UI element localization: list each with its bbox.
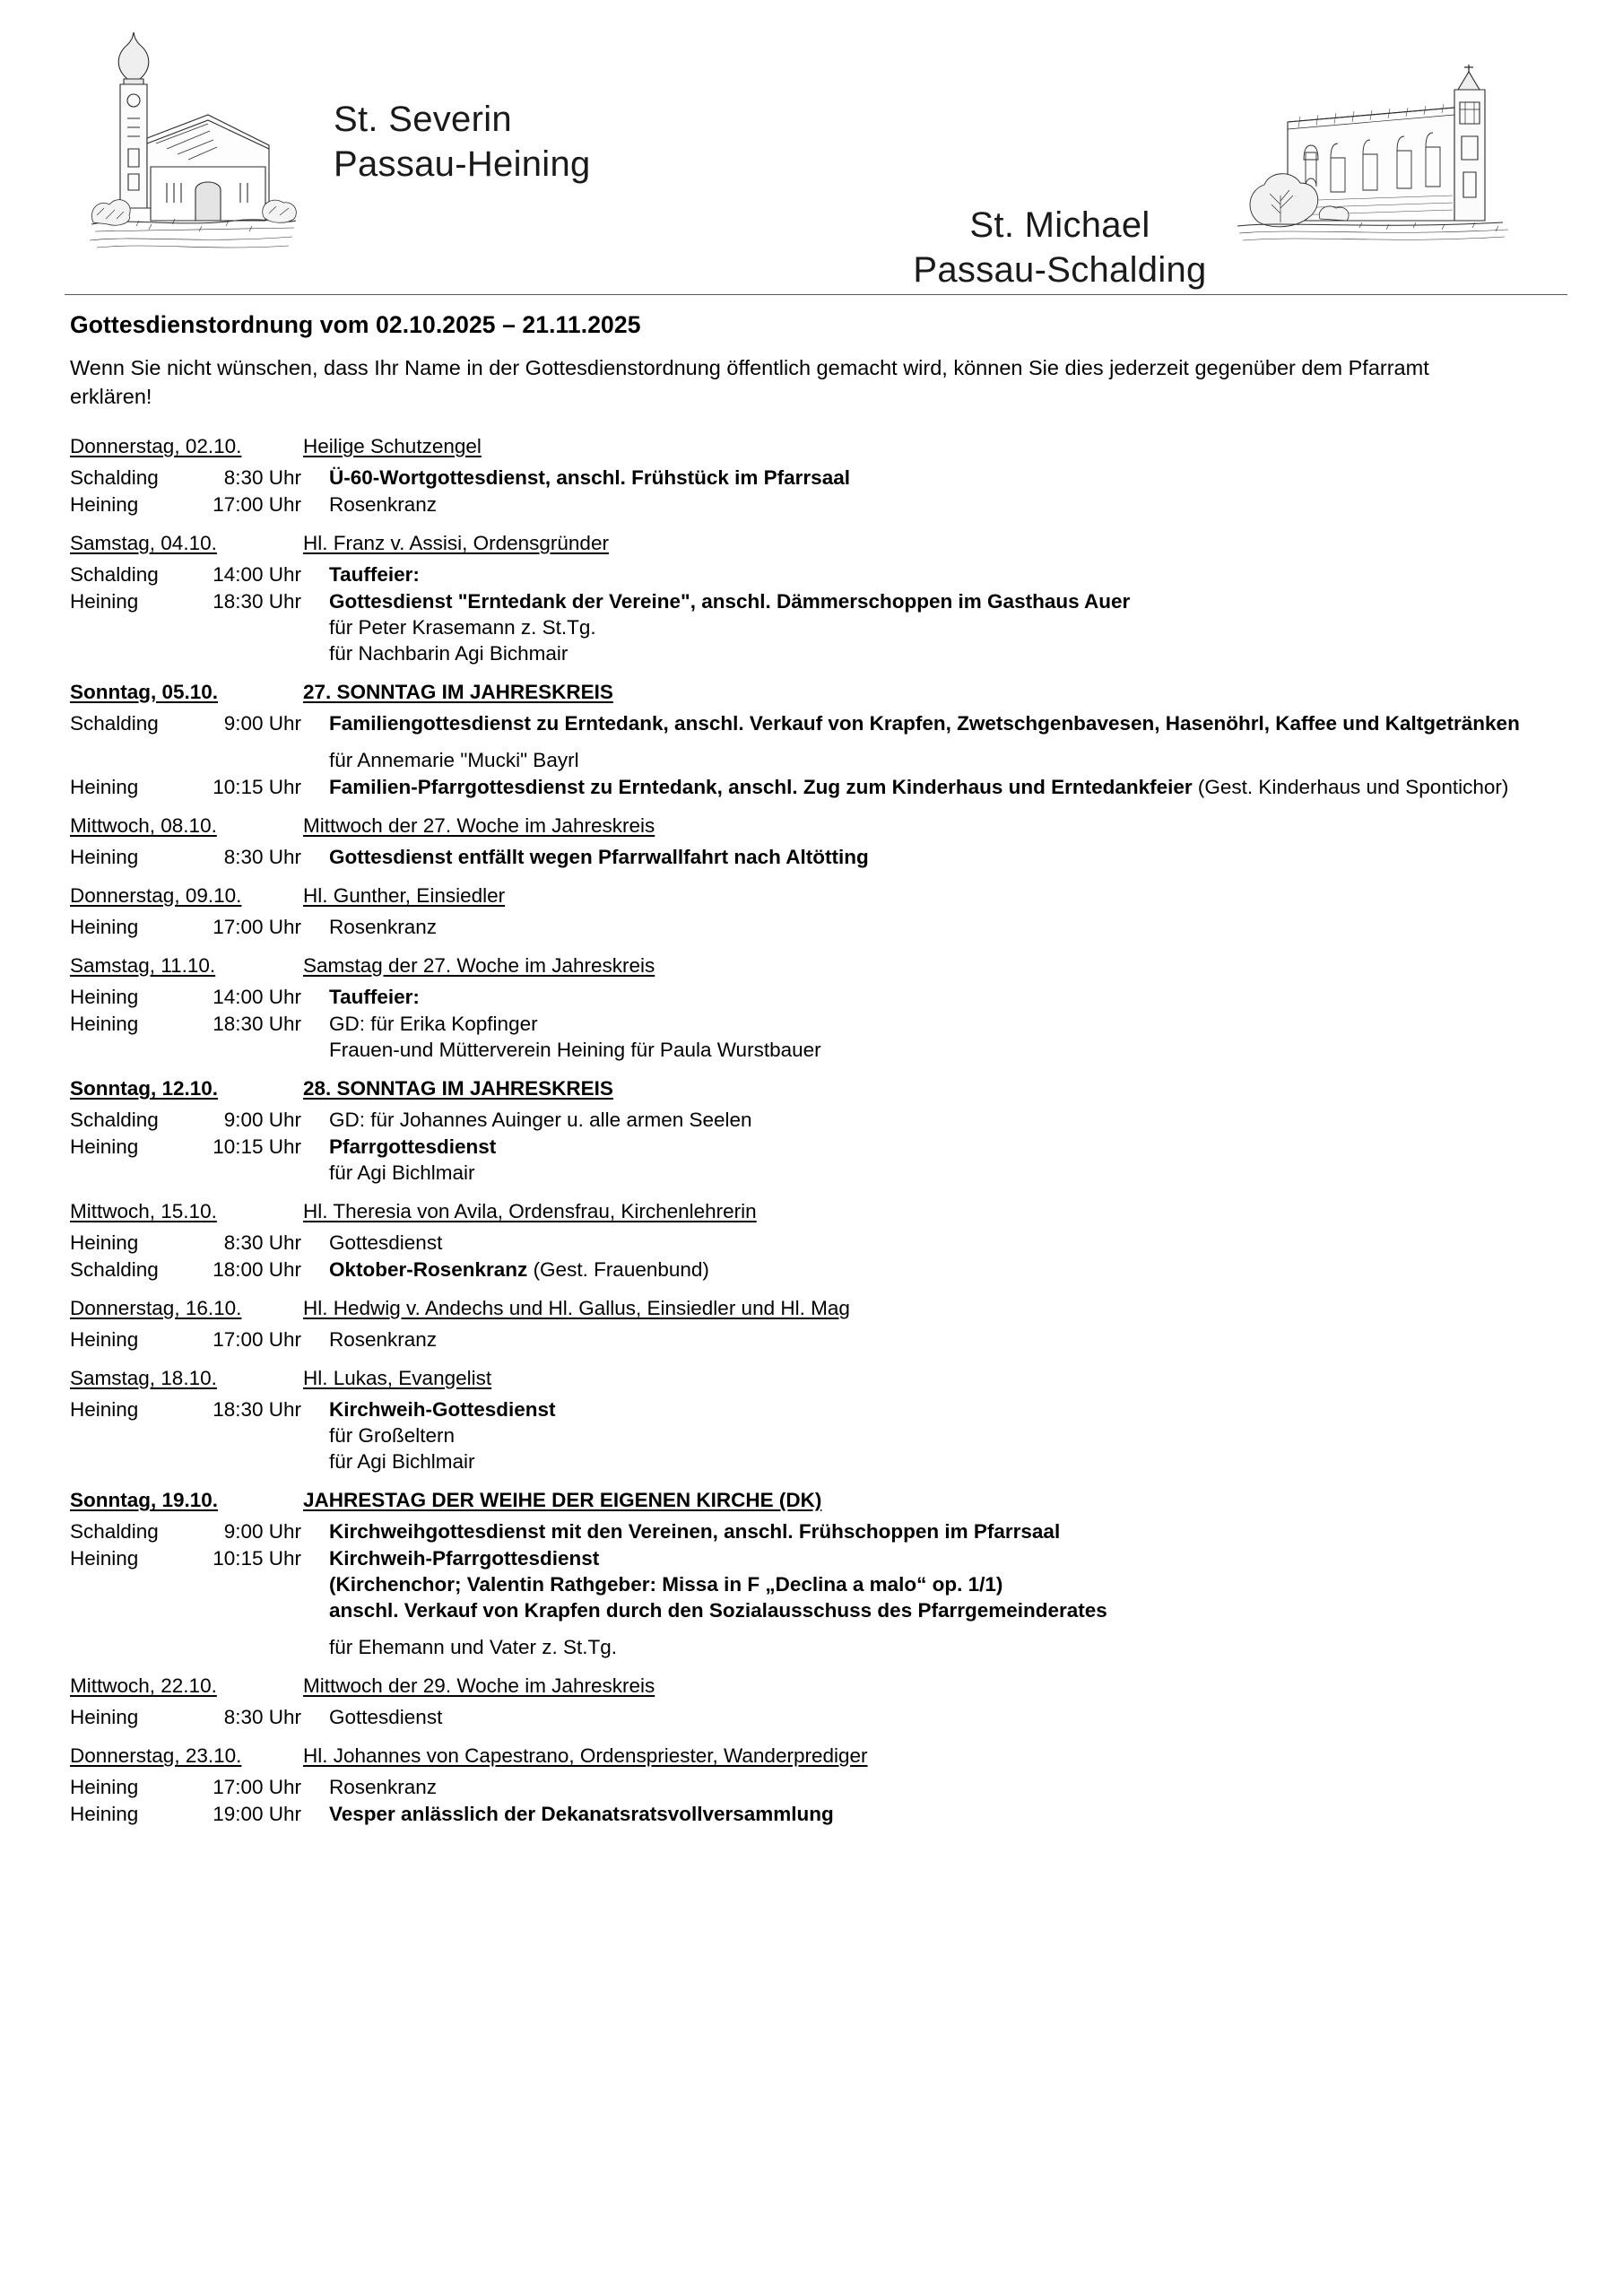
service-time: 9:00 Uhr — [223, 1109, 301, 1132]
document-header — [65, 23, 1567, 292]
service-time: 18:00 Uhr — [213, 1258, 301, 1282]
page-title: Gottesdienstordnung vom 02.10.2025 – 21.11.2025 — [70, 311, 641, 338]
service-description-line: Rosenkranz — [329, 1328, 438, 1352]
day-feast: 28. SONNTAG IM JAHRESKREIS — [303, 1077, 613, 1100]
right-parish-line-2: Passau-Schalding — [913, 250, 1207, 290]
service-location: Heining — [70, 1013, 139, 1036]
service-description — [301, 1545, 1567, 1660]
day-block — [70, 954, 1567, 1063]
day-date: Donnerstag, 02.10. — [70, 434, 242, 457]
service-row — [70, 491, 1567, 517]
header-divider — [65, 294, 1567, 295]
service-description-line: Rosenkranz — [329, 492, 438, 516]
service-description-line: Rosenkranz — [329, 1776, 438, 1799]
service-description-line: für Agi Bichlmair — [329, 1450, 475, 1474]
service-description — [301, 984, 1567, 1010]
service-description-line: GD: für Johannes Auinger u. alle armen Seelen — [329, 1109, 752, 1132]
day-date: Mittwoch, 22.10. — [70, 1674, 217, 1698]
service-description-line: Tauffeier: — [329, 986, 420, 1009]
church-tower-icon — [74, 32, 307, 283]
day-feast: Heilige Schutzengel — [303, 434, 482, 457]
service-location: Schalding — [70, 562, 159, 586]
service-row — [70, 465, 1567, 491]
service-row — [70, 1230, 1567, 1256]
service-description — [301, 491, 1567, 517]
service-description-line: für Annemarie "Mucki" Bayrl — [329, 748, 579, 771]
service-description — [301, 1326, 1567, 1352]
service-schedule — [70, 435, 1567, 1827]
day-block — [70, 1077, 1567, 1186]
service-description — [301, 1107, 1567, 1133]
service-time: 8:30 Uhr — [223, 1706, 301, 1729]
service-description-line: Ü-60-Wortgottesdienst, anschl. Frühstück im Pfarrsaal — [329, 465, 850, 489]
service-row — [70, 1774, 1567, 1800]
day-header — [70, 884, 1567, 908]
service-row — [70, 561, 1567, 587]
service-description — [301, 1396, 1567, 1474]
day-header — [70, 1200, 1567, 1223]
service-description — [301, 588, 1567, 666]
service-row — [70, 1545, 1567, 1660]
service-row — [70, 1011, 1567, 1063]
service-time: 19:00 Uhr — [213, 1803, 301, 1826]
service-location: Heining — [70, 1398, 139, 1422]
service-row — [70, 1107, 1567, 1133]
service-description-line: für Peter Krasemann z. St.Tg. — [329, 615, 596, 639]
service-description-line: (Kirchenchor; Valentin Rathgeber: Missa in F „Declina a malo“ op. 1/1) — [329, 1573, 1003, 1596]
service-description-line: für Großeltern — [329, 1424, 456, 1448]
service-description-line: Gottesdienst entfällt wegen Pfarrwallfahrt nach Altötting — [329, 845, 869, 868]
service-location: Schalding — [70, 465, 159, 489]
day-block — [70, 1367, 1567, 1474]
day-block — [70, 1200, 1567, 1283]
service-description-line: Familien-Pfarrgottesdienst zu Erntedank, anschl. Zug zum Kinderhaus und Erntedankfeier (Gest. Kinderhaus und Spontichor) — [329, 775, 1509, 798]
day-block — [70, 1744, 1567, 1827]
day-date: Samstag, 18.10. — [70, 1367, 217, 1390]
day-block — [70, 884, 1567, 940]
day-header — [70, 1674, 1567, 1698]
day-date: Samstag, 11.10. — [70, 954, 216, 978]
service-row — [70, 588, 1567, 666]
day-feast: Hl. Johannes von Capestrano, Ordenspriester, Wanderprediger — [303, 1744, 868, 1768]
service-row — [70, 774, 1567, 800]
left-parish-line-2: Passau-Heining — [334, 144, 591, 184]
day-header — [70, 1367, 1567, 1390]
service-description-line: Gottesdienst "Erntedank der Vereine", anschl. Dämmerschoppen im Gasthaus Auer — [329, 589, 1131, 613]
service-time: 10:15 Uhr — [213, 775, 301, 798]
service-time: 17:00 Uhr — [213, 492, 301, 516]
service-description-line: Kirchweihgottesdienst mit den Vereinen, anschl. Frühschoppen im Pfarrsaal — [329, 1520, 1061, 1544]
left-parish-title — [334, 97, 591, 187]
service-location: Heining — [70, 916, 139, 938]
service-description-line: Kirchweih-Pfarrgottesdienst — [329, 1547, 600, 1570]
day-date: Samstag, 04.10. — [70, 531, 217, 554]
service-location: Heining — [70, 1547, 139, 1570]
service-location: Schalding — [70, 711, 159, 735]
day-feast: JAHRESTAG DER WEIHE DER EIGENEN KIRCHE (DK) — [303, 1489, 822, 1512]
left-parish-line-1: St. Severin — [334, 100, 512, 139]
service-row — [70, 1704, 1567, 1730]
service-description — [301, 710, 1567, 773]
service-location: Heining — [70, 845, 139, 868]
service-location: Heining — [70, 492, 139, 516]
service-location: Heining — [70, 1706, 139, 1729]
service-description-line: GD: für Erika Kopfinger — [329, 1013, 538, 1036]
service-row — [70, 914, 1567, 940]
day-block — [70, 814, 1567, 870]
service-time: 8:30 Uhr — [223, 1231, 301, 1255]
service-location: Heining — [70, 986, 139, 1009]
day-header — [70, 1077, 1567, 1100]
day-header — [70, 814, 1567, 838]
service-row — [70, 984, 1567, 1010]
service-time: 17:00 Uhr — [213, 1328, 301, 1352]
service-description — [301, 844, 1567, 870]
service-time: 9:00 Uhr — [223, 711, 301, 735]
service-description-line: Frauen-und Mütterverein Heining für Paula Wurstbauer — [329, 1039, 821, 1062]
day-block — [70, 1489, 1567, 1660]
service-description — [301, 914, 1567, 940]
service-description-line: Rosenkranz — [329, 916, 438, 938]
day-date: Sonntag, 19.10. — [70, 1489, 219, 1512]
service-description-line: Gottesdienst — [329, 1231, 443, 1255]
service-description — [301, 1518, 1567, 1544]
service-time: 18:30 Uhr — [213, 1398, 301, 1422]
day-date: Sonntag, 05.10. — [70, 680, 219, 703]
service-time: 14:00 Uhr — [213, 986, 301, 1009]
day-header — [70, 954, 1567, 978]
day-date: Donnerstag, 23.10. — [70, 1744, 242, 1768]
service-description-line: für Ehemann und Vater z. St.Tg. — [329, 1636, 617, 1659]
service-time: 17:00 Uhr — [213, 916, 301, 938]
day-header — [70, 1297, 1567, 1320]
service-description — [301, 1134, 1567, 1186]
day-block — [70, 435, 1567, 517]
service-row — [70, 844, 1567, 870]
day-feast: 27. SONNTAG IM JAHRESKREIS — [303, 680, 613, 703]
service-description-line: Oktober-Rosenkranz (Gest. Frauenbund) — [329, 1258, 709, 1282]
privacy-notice: Wenn Sie nicht wünschen, dass Ihr Name in der Gottesdienstordnung öffentlich gemacht wird, können Sie dies jederzeit gegenüber dem Pfarramt erklären! — [70, 356, 1429, 409]
day-header — [70, 532, 1567, 555]
day-header — [70, 681, 1567, 704]
service-description-line: anschl. Verkauf von Krapfen durch den Sozialausschuss des Pfarrgemeinderates — [329, 1599, 1107, 1622]
service-location: Heining — [70, 589, 139, 613]
day-feast: Hl. Hedwig v. Andechs und Hl. Gallus, Einsiedler und Hl. Mag — [303, 1297, 850, 1320]
church-building-icon — [1234, 59, 1521, 257]
service-location: Heining — [70, 775, 139, 798]
service-description — [301, 1230, 1567, 1256]
service-description — [301, 1801, 1567, 1827]
service-description — [301, 1774, 1567, 1800]
service-row — [70, 1801, 1567, 1827]
service-row — [70, 1326, 1567, 1352]
day-date: Donnerstag, 16.10. — [70, 1297, 242, 1320]
day-header — [70, 435, 1567, 458]
service-description — [301, 1257, 1567, 1283]
day-header — [70, 1744, 1567, 1768]
service-description-line: Pfarrgottesdienst — [329, 1135, 497, 1159]
day-date: Mittwoch, 08.10. — [70, 813, 217, 837]
day-block — [70, 532, 1567, 666]
service-description-line: für Nachbarin Agi Bichmair — [329, 641, 568, 665]
service-row — [70, 1396, 1567, 1474]
day-feast: Hl. Franz v. Assisi, Ordensgründer — [303, 531, 609, 554]
service-time: 8:30 Uhr — [223, 465, 301, 489]
right-parish-title — [854, 203, 1266, 292]
service-location: Schalding — [70, 1520, 159, 1544]
service-time: 18:30 Uhr — [213, 589, 301, 613]
day-feast: Hl. Lukas, Evangelist — [303, 1367, 492, 1390]
service-description-line: Vesper anlässlich der Dekanatsratsvollversammlung — [329, 1803, 834, 1826]
service-description — [301, 465, 1567, 491]
service-description — [301, 561, 1567, 587]
service-time: 10:15 Uhr — [213, 1547, 301, 1570]
service-description-line: für Agi Bichlmair — [329, 1161, 475, 1185]
service-location: Schalding — [70, 1109, 159, 1132]
service-time: 8:30 Uhr — [223, 845, 301, 868]
service-location: Heining — [70, 1803, 139, 1826]
day-header — [70, 1489, 1567, 1512]
service-time: 18:30 Uhr — [213, 1013, 301, 1036]
service-location: Heining — [70, 1135, 139, 1159]
day-feast: Samstag der 27. Woche im Jahreskreis — [303, 954, 655, 978]
service-row — [70, 1134, 1567, 1186]
service-description-line: Kirchweih-Gottesdienst — [329, 1398, 556, 1422]
service-time: 10:15 Uhr — [213, 1135, 301, 1159]
day-feast: Hl. Theresia von Avila, Ordensfrau, Kirchenlehrerin — [303, 1200, 757, 1223]
day-block — [70, 1674, 1567, 1730]
service-time: 9:00 Uhr — [223, 1520, 301, 1544]
service-location: Schalding — [70, 1258, 159, 1282]
service-description-line: Tauffeier: — [329, 562, 420, 586]
service-time: 14:00 Uhr — [213, 562, 301, 586]
day-feast: Hl. Gunther, Einsiedler — [303, 884, 506, 907]
service-location: Heining — [70, 1231, 139, 1255]
service-row — [70, 1518, 1567, 1544]
service-row — [70, 710, 1567, 773]
service-description — [301, 774, 1567, 800]
day-block — [70, 1297, 1567, 1352]
right-parish-line-1: St. Michael — [969, 205, 1150, 245]
service-time: 17:00 Uhr — [213, 1776, 301, 1799]
service-location: Heining — [70, 1328, 139, 1352]
service-description — [301, 1011, 1567, 1063]
service-row — [70, 1257, 1567, 1283]
service-location: Heining — [70, 1776, 139, 1799]
service-description — [301, 1704, 1567, 1730]
day-feast: Mittwoch der 27. Woche im Jahreskreis — [303, 813, 655, 837]
day-date: Mittwoch, 15.10. — [70, 1200, 217, 1223]
day-date: Sonntag, 12.10. — [70, 1077, 219, 1100]
day-date: Donnerstag, 09.10. — [70, 884, 242, 907]
day-feast: Mittwoch der 29. Woche im Jahreskreis — [303, 1674, 655, 1698]
service-description-line: Gottesdienst — [329, 1706, 443, 1729]
day-block — [70, 681, 1567, 800]
service-description-line: Familiengottesdienst zu Erntedank, anschl. Verkauf von Krapfen, Zwetschgenbavesen, Hasenöhrl, Kaffee und Kaltgetränken — [329, 711, 1520, 735]
